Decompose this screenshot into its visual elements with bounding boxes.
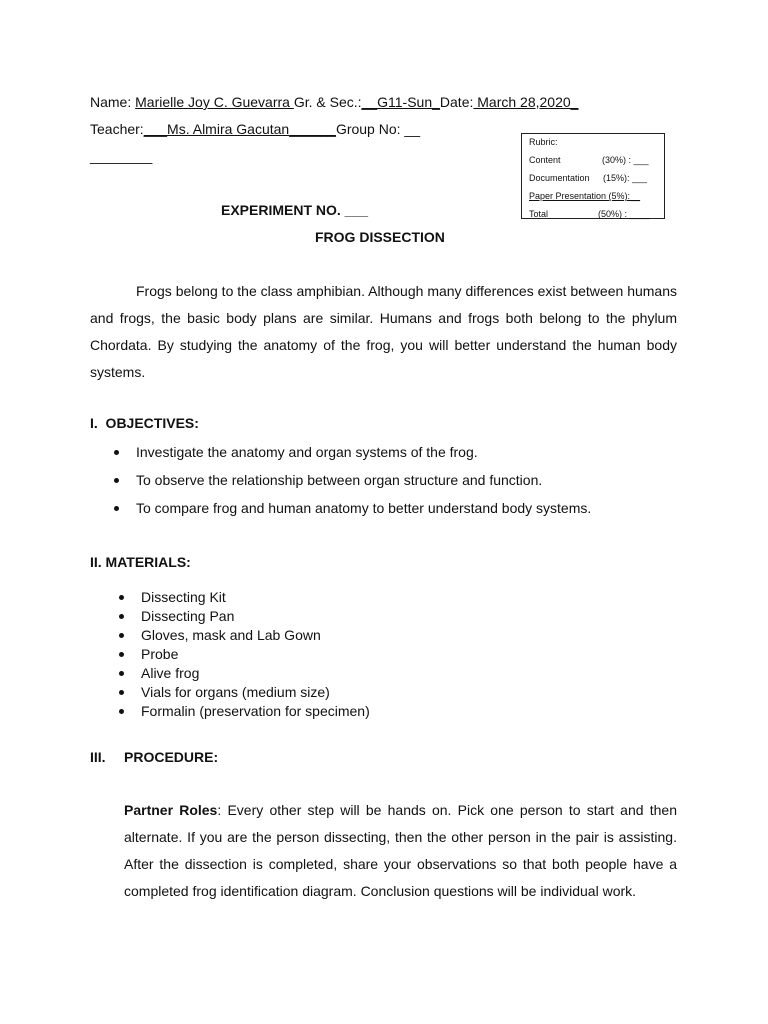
experiment-title: FROG DISSECTION [315,229,445,245]
grade-value: __G11-Sun_ [361,94,440,110]
grade-label: Gr. & Sec.: [293,94,362,110]
group-blank: ______ [289,121,336,137]
name-label: Name: [90,94,136,110]
rubric-content-weight: (30%) : ___ [602,155,649,165]
list-item: Probe [141,646,370,665]
procedure-heading: PROCEDURE: [124,749,219,765]
partner-roles-text: : Every other step will be hands on. Pick one person to start and then alternate. If you are the person dissecting, then the other person in the pair is assisting. After the dissection is completed, share your observations so that both people have a completed frog identification diagram. Conclusion questions will be individual work. [124,802,677,899]
list-item: Alive frog [141,665,370,684]
student-info-line [90,94,578,110]
name-value: Marielle Joy C. Guevarra [135,94,294,110]
rubric-content-label: Content [529,155,561,165]
rubric-box [521,133,665,219]
list-item: Formalin (preservation for specimen) [141,703,370,722]
rubric-total-label: Total [529,209,549,219]
objectives-heading: I. OBJECTIVES: [90,415,199,431]
list-item: Dissecting Pan [141,608,370,627]
list-item: Investigate the anatomy and organ systems of the frog. [136,442,591,470]
list-item: Gloves, mask and Lab Gown [141,627,370,646]
list-item: Dissecting Kit [141,589,370,608]
group-label: Group No: __ [335,121,420,137]
rubric-documentation-label: Documentation [529,173,590,183]
materials-heading: II. MATERIALS: [90,554,191,570]
teacher-info-line [90,121,420,137]
rubric-total-weight: (50%) : ____ [598,209,650,219]
teacher-value: ___Ms. Almira Gacutan [143,121,290,137]
date-value: March 28,2020_ [473,94,579,110]
teacher-label: Teacher: [90,121,144,137]
intro-paragraph [90,278,677,386]
rubric-documentation-weight: (15%): ___ [603,173,648,183]
procedure-numeral: III. [90,749,106,765]
objectives-list [136,442,591,526]
list-item: To observe the relationship between organ structure and function. [136,470,591,498]
list-item: To compare frog and human anatomy to better understand body systems. [136,498,591,526]
rubric-presentation-label: Paper Presentation (5%):__ [529,191,641,201]
materials-list [141,589,370,722]
header-continuation: ________ [90,148,153,164]
experiment-number: EXPERIMENT NO. ___ [221,202,369,218]
intro-text: Frogs belong to the class amphibian. Although many differences exist between humans and frogs, the basic body plans are similar. Humans and frogs both belong to the phylum Chordata. By studying the anatomy of the frog, you will better understand the human body systems. [90,283,677,380]
rubric-title: Rubric: [529,137,558,147]
partner-roles-label: Partner Roles [124,802,218,818]
list-item: Vials for organs (medium size) [141,684,370,703]
date-label: Date: [439,94,474,110]
partner-roles-paragraph [124,797,677,905]
